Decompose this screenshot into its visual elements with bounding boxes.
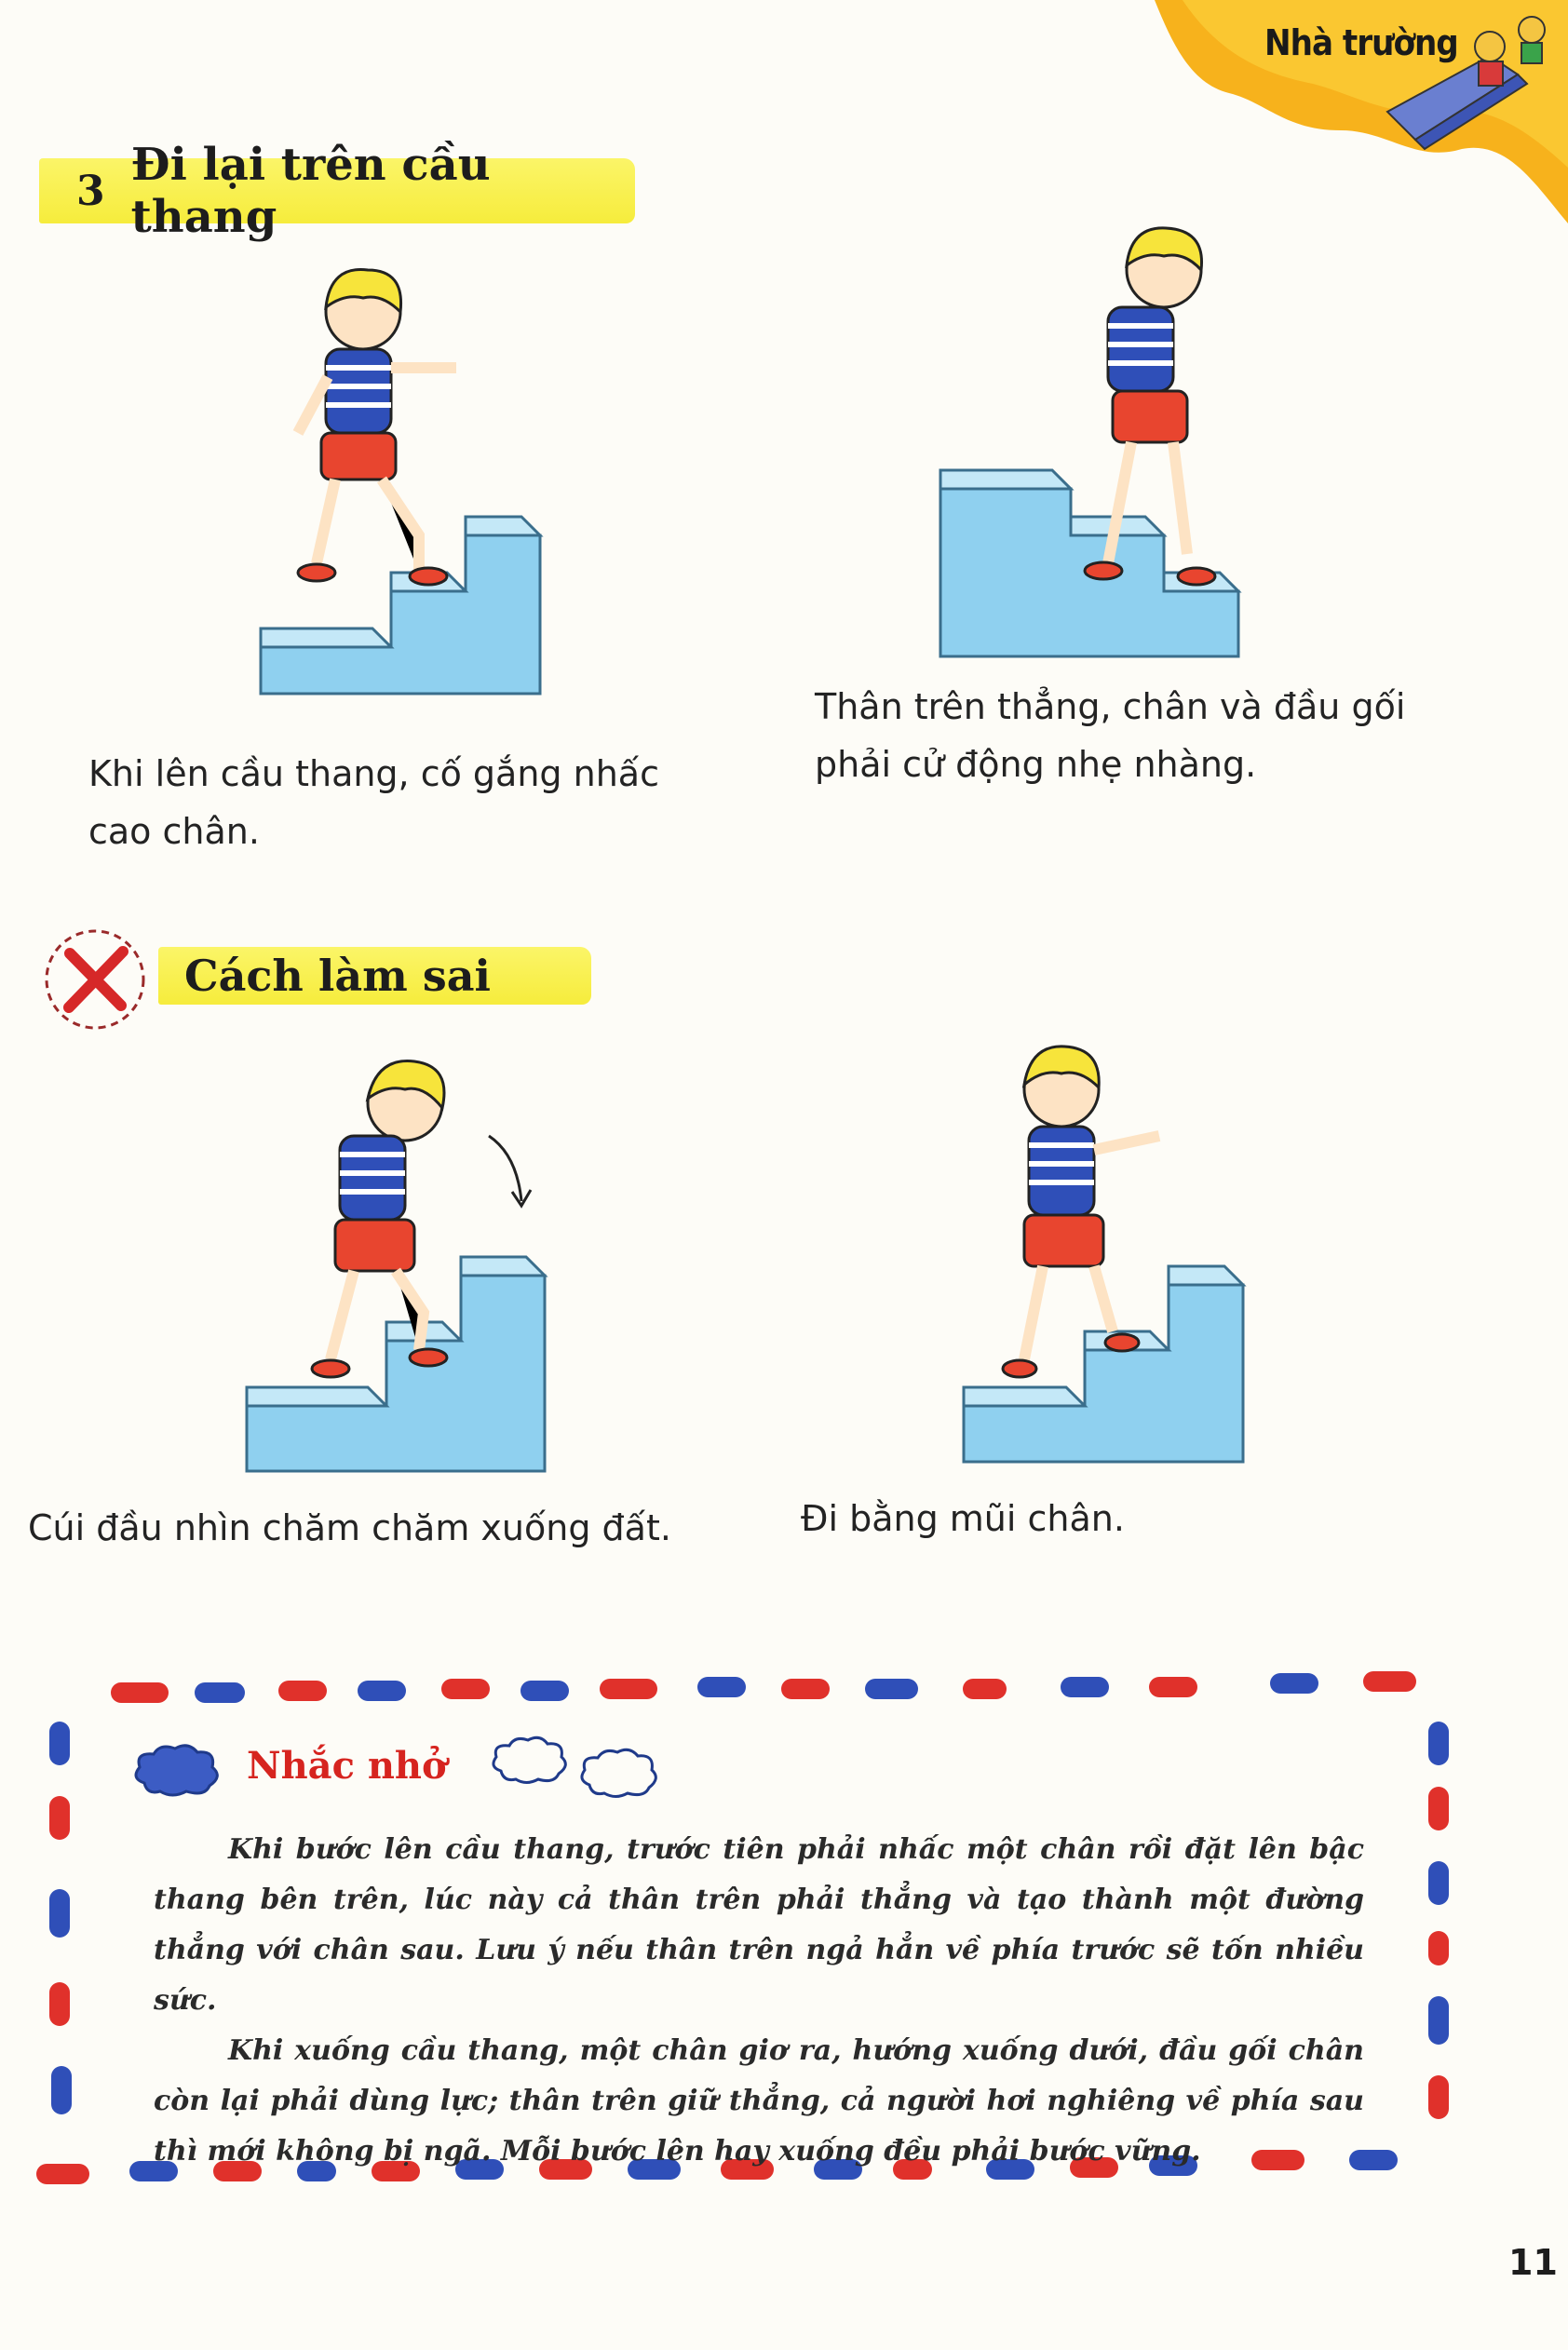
reminder-paragraph: Khi bước lên cầu thang, trước tiên phải nhấc một chân rồi đặt lên bậc thang bên trên, lúc này cả thân trên phải thẳng và tạo thành một đường thẳng với chân sau. Lưu ý nếu thân trên ngả hẳn về phía trước sẽ tốn nhiều sức. — [154, 1833, 1364, 2017]
illustration-climbing-down — [922, 219, 1257, 666]
page-number: 11 — [1508, 2242, 1558, 2283]
wrong-title: Cách làm sai — [184, 951, 492, 1001]
caption-wrong-2: Đi bằng mũi chân. — [801, 1498, 1125, 1539]
chapter-label: Nhà trường — [1264, 22, 1458, 63]
caption-correct-2: Thân trên thẳng, chân và đầu gối phải cử động nhẹ nhàng. — [815, 686, 1406, 785]
reminder-paragraph: Khi xuống cầu thang, một chân giơ ra, hướng xuống dưới, đầu gối chân còn lại phải dùng lực; thân trên giữ thẳng, cả người hơi nghiêng về phía sau thì mới không bị ngã. Mỗi bước lên hay xuống đều phải bước vững. — [154, 2034, 1364, 2168]
wrong-x-icon — [37, 924, 158, 1035]
reminder-title: Nhắc nhở — [247, 1744, 447, 1788]
section-title-bar — [39, 139, 635, 243]
illustration-looking-down — [237, 1033, 573, 1480]
section-number: 3 — [76, 167, 105, 215]
cloud-outline-icon — [577, 1746, 661, 1802]
cloud-outline-icon — [489, 1734, 571, 1788]
cloud-filled-icon — [130, 1741, 223, 1799]
slide-icon — [1378, 9, 1568, 158]
illustration-tiptoe — [945, 1033, 1280, 1480]
caption-wrong-1: Cúi đầu nhìn chăm chăm xuống đất. — [28, 1507, 671, 1548]
section-title: Đi lại trên cầu thang — [130, 139, 491, 243]
reminder-body — [154, 1825, 1364, 2177]
caption-correct-1: Khi lên cầu thang, cố gắng nhấc cao chân. — [88, 753, 659, 852]
wrong-title-bar — [158, 947, 591, 1005]
illustration-climbing-up — [242, 256, 577, 703]
